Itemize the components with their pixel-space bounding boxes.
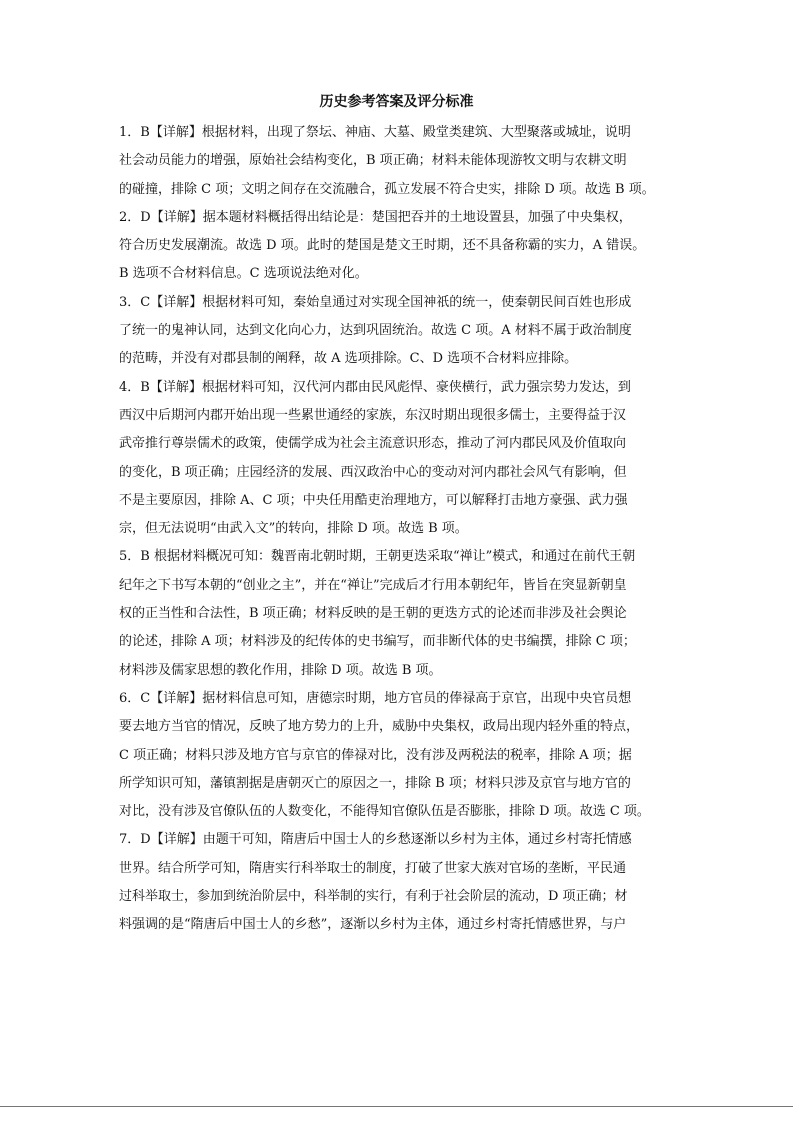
- text-line: 社会动员能力的增强，原始社会结构变化，B 项正确；材料未能体现游牧文明与农耕文明: [119, 153, 627, 169]
- text-line: 符合历史发展潮流。故选 D 项。此时的楚国是楚文王时期，还不具备称霸的实力，A 错误。: [119, 238, 646, 254]
- text-line: 不是主要原因，排除 A、C 项；中央任用酷吏治理地方，可以解释打击地方豪强、武力强: [119, 492, 628, 508]
- text-line: 的论述，排除 A 项；材料涉及的纪传体的史书编写，而非断代体的史书编撰，排除 C 项；: [119, 634, 636, 650]
- text-line: 6．C【详解】据材料信息可知，唐德宗时期，地方官员的俸禄高于京官，出现中央官员想: [119, 690, 632, 706]
- text-line: 武帝推行尊崇儒术的政策，使儒学成为社会主流意识形态，推动了河内郡民风及价值取向: [119, 436, 627, 452]
- text-line: C 项正确；材料只涉及地方官与京官的俸禄对比，没有涉及两税法的税率，排除 A 项；据: [119, 747, 632, 763]
- text-line: 西汉中后期河内郡开始出现一些累世通经的家族，东汉时期出现很多儒士，主要得益于汉: [119, 407, 627, 423]
- text-line: 宗，但无法说明“由武入文”的转向，排除 D 项。故选 B 项。: [119, 521, 468, 537]
- text-line: 权的正当性和合法性，B 项正确；材料反映的是王朝的更迭方式的论述而非涉及社会舆论: [119, 606, 627, 622]
- text-line: 纪年之下书写本朝的“创业之主”，并在“禅让”完成后才行用本朝纪年，皆旨在突显新朝皇: [119, 577, 627, 593]
- page-bottom-rule: [0, 1106, 793, 1107]
- text-line: 4．B【详解】根据材料可知，汉代河内郡由民风彪悍、豪侠横行，武力强宗势力发达，到: [119, 379, 631, 395]
- text-line: 对比，没有涉及官僚队伍的人数变化，不能得知官僚队伍是否膨胀，排除 D 项。故选 C 项。: [119, 804, 650, 820]
- text-line: 3．C【详解】根据材料可知，秦始皇通过对实现全国神祇的统一，使秦朝民间百姓也形成: [119, 294, 632, 310]
- text-line: 2．D【详解】据本题材料概括得出结论是：楚国把吞并的土地设置县，加强了中央集权，: [119, 209, 632, 225]
- text-line: 的范畴，并没有对郡县制的阐释，故 A 选项排除。C、D 选项不合材料应排除。: [119, 351, 578, 367]
- text-line: B 选项不合材料信息。C 选项说法绝对化。: [119, 266, 368, 282]
- text-line: 5．B 根据材料概况可知：魏晋南北朝时期，王朝更迭采取“禅让”模式，和通过在前代王朝: [119, 549, 636, 565]
- text-line: 世界。结合所学可知，隋唐实行科举取士的制度，打破了世家大族对官场的垄断，平民通: [119, 860, 627, 876]
- text-line: 了统一的鬼神认同，达到文化向心力，达到巩固统治。故选 C 项。A 材料不属于政治制度: [119, 323, 632, 339]
- text-line: 料强调的是“隋唐后中国士人的乡愁”，逐渐以乡村为主体，通过乡村寄托情感世界，与户: [119, 917, 627, 933]
- text-line: 过科举取士，参加到统治阶层中，科举制的实行，有利于社会阶层的流动，D 项正确；材: [119, 889, 628, 905]
- text-line: 的碰撞，排除 C 项；文明之间存在交流融合，孤立发展不符合史实，排除 D 项。故选 B 项。: [119, 181, 655, 197]
- text-line: 所学知识可知，藩镇割据是唐朝灭亡的原因之一，排除 B 项；材料只涉及京官与地方官的: [119, 775, 631, 791]
- text-line: 要去地方当官的情况，反映了地方势力的上升，威胁中央集权，政局出现内轻外重的特点，: [119, 719, 640, 735]
- answer-body: [119, 119, 679, 940]
- text-line: 材料涉及儒家思想的教化作用，排除 D 项。故选 B 项。: [119, 662, 442, 678]
- text-line: 7．D【详解】由题干可知，隋唐后中国士人的乡愁逐渐以乡村为主体，通过乡村寄托情感: [119, 832, 632, 848]
- text-line: 1．B【详解】根据材料，出现了祭坛、神庙、大墓、殿堂类建筑、大型聚落或城址，说明: [119, 125, 631, 140]
- text-line: 的变化，B 项正确；庄园经济的发展、西汉政治中心的变动对河内郡社会风气有影响，但: [119, 464, 627, 480]
- document-title: 历史参考答案及评分标准: [319, 94, 474, 110]
